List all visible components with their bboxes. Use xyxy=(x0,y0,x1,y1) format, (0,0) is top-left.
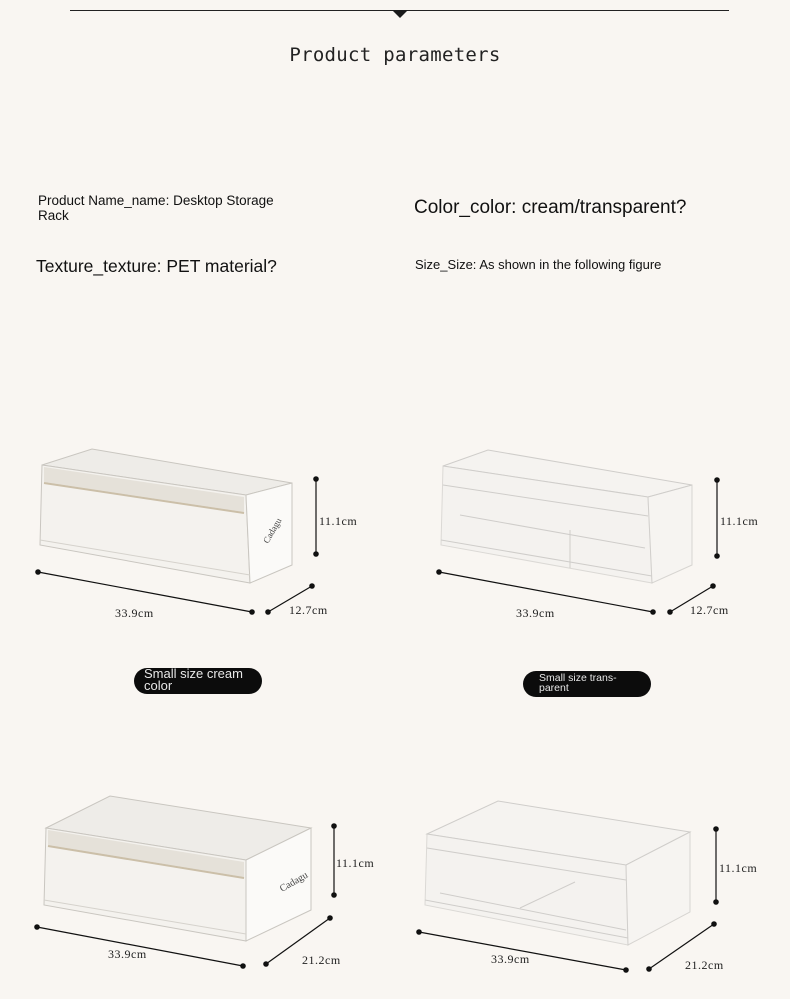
brand-logo: Cadagu xyxy=(278,869,310,895)
param-product-name: Product Name_name: Desktop Storage Rack xyxy=(38,193,274,223)
depth-label: 21.2cm xyxy=(302,953,341,967)
length-label: 33.9cm xyxy=(108,947,147,961)
variant-badge-label: Small size trans- parent xyxy=(539,672,617,694)
height-label: 11.1cm xyxy=(319,514,358,528)
depth-label: 12.7cm xyxy=(289,603,328,617)
length-label: 33.9cm xyxy=(115,606,154,620)
product-image-large-transparent xyxy=(425,801,690,945)
variant-badge-small-transparent xyxy=(523,671,651,697)
depth-label: 12.7cm xyxy=(690,603,729,617)
length-label: 33.9cm xyxy=(491,952,530,966)
variant-badge-small-cream xyxy=(134,668,262,694)
height-label: 11.1cm xyxy=(720,514,759,528)
length-label: 33.9cm xyxy=(516,606,555,620)
variant-badge-label: Small size cream color xyxy=(144,668,243,693)
product-image-small-transparent xyxy=(441,450,692,583)
page-title: Product parameters xyxy=(289,44,501,66)
height-label: 11.1cm xyxy=(719,861,758,875)
height-label: 11.1cm xyxy=(336,856,375,870)
param-size: Size_Size: As shown in the following figure xyxy=(415,257,662,272)
product-image-large-cream xyxy=(44,796,311,941)
brand-logo: Cadagu xyxy=(261,516,284,545)
param-texture: Texture_texture: PET material? xyxy=(36,256,277,276)
param-color: Color_color: cream/transparent? xyxy=(414,197,687,218)
product-image-small-cream xyxy=(40,449,292,583)
depth-label: 21.2cm xyxy=(685,958,724,972)
